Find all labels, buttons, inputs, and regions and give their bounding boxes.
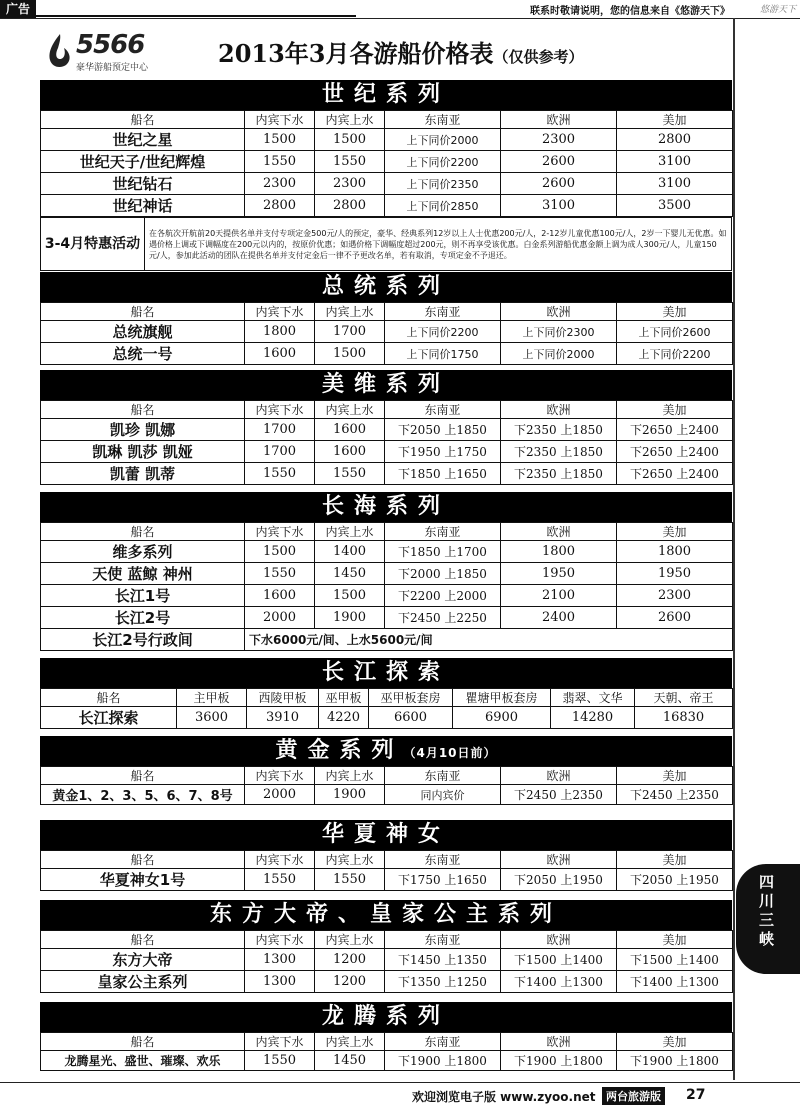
price-cell: 下2450 上2350 bbox=[617, 785, 733, 805]
price-cell: 下2050 上1850 bbox=[385, 419, 501, 441]
price-table bbox=[40, 688, 733, 729]
table-row bbox=[41, 585, 733, 607]
header-cell: 天朝、帝王 bbox=[635, 689, 733, 707]
price-cell: 下2000 上1850 bbox=[385, 563, 501, 585]
price-cell: 下2350 上1850 bbox=[501, 463, 617, 485]
header-cell: 内宾下水 bbox=[245, 1033, 315, 1051]
price-cell: 2300 bbox=[245, 173, 315, 195]
price-cell: 上下同价2200 bbox=[385, 321, 501, 343]
header-cell: 内宾上水 bbox=[315, 851, 385, 869]
price-cell: 2800 bbox=[315, 195, 385, 217]
header-cell: 东南亚 bbox=[385, 931, 501, 949]
section-title: 美维系列 bbox=[40, 370, 732, 400]
price-cell: 1600 bbox=[245, 343, 315, 365]
price-cell: 2300 bbox=[617, 585, 733, 607]
price-cell: 1900 bbox=[315, 785, 385, 805]
side-tab-label: 四川三峡 bbox=[757, 874, 775, 950]
header-cell: 翡翠、文华 bbox=[551, 689, 635, 707]
ship-name: 凯琳 凯莎 凯娅 bbox=[41, 441, 245, 463]
ship-name: 世纪之星 bbox=[41, 129, 245, 151]
header-cell: 美加 bbox=[617, 767, 733, 785]
header-cell: 东南亚 bbox=[385, 523, 501, 541]
table-header-row bbox=[41, 111, 733, 129]
price-cell: 下1400 上1300 bbox=[617, 971, 733, 993]
price-cell: 1600 bbox=[315, 441, 385, 463]
section-title-note: （4月10日前） bbox=[403, 746, 497, 760]
price-cell: 下2450 上2250 bbox=[385, 607, 501, 629]
logo-number: 5566 bbox=[76, 30, 145, 60]
ship-name: 长江2号 bbox=[41, 607, 245, 629]
table-row bbox=[41, 173, 733, 195]
ad-tag: 广告 bbox=[0, 0, 36, 18]
price-cell: 2300 bbox=[501, 129, 617, 151]
price-cell: 上下同价2600 bbox=[617, 321, 733, 343]
header-cell: 内宾下水 bbox=[245, 303, 315, 321]
footer-welcome: 欢迎浏览电子版 www.zyoo.net bbox=[412, 1090, 596, 1104]
price-cell: 2000 bbox=[245, 785, 315, 805]
table-header-row bbox=[41, 401, 733, 419]
price-cell: 2100 bbox=[501, 585, 617, 607]
header-cell: 巫甲板套房 bbox=[369, 689, 453, 707]
section-title: 世纪系列 bbox=[40, 80, 732, 110]
section-title: 华夏神女 bbox=[40, 820, 732, 850]
section-president bbox=[40, 272, 732, 365]
section-longteng bbox=[40, 1002, 732, 1071]
header-cell: 东南亚 bbox=[385, 401, 501, 419]
promo-label: 3-4月特惠活动 bbox=[41, 218, 145, 271]
page-title bbox=[218, 34, 584, 69]
header-cell: 船名 bbox=[41, 931, 245, 949]
table-row bbox=[41, 129, 733, 151]
section-changhai bbox=[40, 492, 732, 651]
header-cell: 内宾上水 bbox=[315, 767, 385, 785]
price-cell: 16830 bbox=[635, 707, 733, 729]
price-table bbox=[40, 766, 733, 805]
promo-table bbox=[40, 217, 732, 271]
price-cell: 1950 bbox=[617, 563, 733, 585]
header-cell: 美加 bbox=[617, 523, 733, 541]
price-cell: 2600 bbox=[501, 151, 617, 173]
price-cell: 3100 bbox=[617, 173, 733, 195]
table-row bbox=[41, 463, 733, 485]
price-cell: 14280 bbox=[551, 707, 635, 729]
header-cell: 船名 bbox=[41, 523, 245, 541]
header-cell: 东南亚 bbox=[385, 767, 501, 785]
table-row bbox=[41, 629, 733, 651]
price-table bbox=[40, 400, 733, 485]
page-footer bbox=[0, 1082, 800, 1107]
table-header-row bbox=[41, 851, 733, 869]
ship-name: 总统一号 bbox=[41, 343, 245, 365]
table-row bbox=[41, 949, 733, 971]
price-cell: 2600 bbox=[501, 173, 617, 195]
section-title-text: 黄金系列 bbox=[275, 738, 404, 763]
section-explore bbox=[40, 658, 732, 729]
price-table bbox=[40, 522, 733, 651]
header-cell: 巫甲板 bbox=[319, 689, 369, 707]
price-cell: 1700 bbox=[245, 419, 315, 441]
price-cell: 1450 bbox=[315, 1051, 385, 1071]
header-cell: 内宾下水 bbox=[245, 851, 315, 869]
table-header-row bbox=[41, 523, 733, 541]
promo-text: 在各航次开航前20天提供名单并支付专项定金500元/人的预定，豪华、经典系列12岁以上人士优惠200元/人，2-12岁儿童优惠100元/人，2岁一下婴儿无优惠。如遇价格上调或下调幅度在200元以内的，按原价优惠；如遇价格下调幅度超过200元，则不再享受该优惠。白金系列游船优惠金额上调为成人300元/人，儿童150元/人，参加此活动的团队在提供名单并支付定金后一律不予更改名单，若有取消，专项定金不予退还。 bbox=[145, 218, 732, 271]
top-bar bbox=[0, 0, 800, 19]
price-cell: 1500 bbox=[245, 541, 315, 563]
price-cell: 下1750 上1650 bbox=[385, 869, 501, 891]
price-cell: 3100 bbox=[617, 151, 733, 173]
page-header bbox=[40, 26, 732, 78]
price-cell: 2000 bbox=[245, 607, 315, 629]
header-cell: 船名 bbox=[41, 111, 245, 129]
price-cell: 下2050 上1950 bbox=[501, 869, 617, 891]
price-cell: 下1850 上1700 bbox=[385, 541, 501, 563]
price-cell: 2300 bbox=[315, 173, 385, 195]
section-century bbox=[40, 80, 732, 271]
price-cell: 1550 bbox=[245, 1051, 315, 1071]
ship-name: 维多系列 bbox=[41, 541, 245, 563]
price-cell: 1700 bbox=[245, 441, 315, 463]
price-table bbox=[40, 110, 733, 217]
price-cell: 下1450 上1350 bbox=[385, 949, 501, 971]
price-cell: 1900 bbox=[315, 607, 385, 629]
ship-name: 皇家公主系列 bbox=[41, 971, 245, 993]
section-title: 龙腾系列 bbox=[40, 1002, 732, 1032]
price-cell: 1200 bbox=[315, 949, 385, 971]
price-cell: 下1500 上1400 bbox=[617, 949, 733, 971]
price-cell: 上下同价2850 bbox=[385, 195, 501, 217]
price-cell: 2400 bbox=[501, 607, 617, 629]
price-cell: 1950 bbox=[501, 563, 617, 585]
price-cell: 1450 bbox=[315, 563, 385, 585]
table-row bbox=[41, 321, 733, 343]
price-cell: 下1500 上1400 bbox=[501, 949, 617, 971]
header-cell: 欧洲 bbox=[501, 1033, 617, 1051]
header-cell: 内宾上水 bbox=[315, 401, 385, 419]
header-cell: 欧洲 bbox=[501, 303, 617, 321]
section-huaxia bbox=[40, 820, 732, 891]
table-row bbox=[41, 343, 733, 365]
price-cell: 下2050 上1950 bbox=[617, 869, 733, 891]
price-cell: 3500 bbox=[617, 195, 733, 217]
section-title: 东方大帝、皇家公主系列 bbox=[40, 900, 732, 930]
table-header-row bbox=[41, 1033, 733, 1051]
title-note: （仅供参考） bbox=[493, 48, 584, 66]
header-cell: 欧洲 bbox=[501, 931, 617, 949]
header-cell: 欧洲 bbox=[501, 851, 617, 869]
header-cell: 主甲板 bbox=[177, 689, 247, 707]
price-cell: 上下同价2350 bbox=[385, 173, 501, 195]
price-cell: 6600 bbox=[369, 707, 453, 729]
header-cell: 瞿塘甲板套房 bbox=[453, 689, 551, 707]
price-cell: 上下同价1750 bbox=[385, 343, 501, 365]
section-gold bbox=[40, 736, 732, 805]
price-cell: 3910 bbox=[247, 707, 319, 729]
table-row bbox=[41, 607, 733, 629]
table-row bbox=[41, 707, 733, 729]
section-oriental bbox=[40, 900, 732, 993]
ship-name: 东方大帝 bbox=[41, 949, 245, 971]
page-number: 27 bbox=[686, 1087, 706, 1103]
price-cell: 下1350 上1250 bbox=[385, 971, 501, 993]
ship-name: 长江探索 bbox=[41, 707, 177, 729]
header-cell: 内宾下水 bbox=[245, 767, 315, 785]
price-cell: 1800 bbox=[617, 541, 733, 563]
header-cell: 东南亚 bbox=[385, 111, 501, 129]
contact-notice: 联系时敬请说明，您的信息来自《悠游天下》 bbox=[530, 6, 730, 17]
table-header-row bbox=[41, 303, 733, 321]
price-cell: 1500 bbox=[315, 343, 385, 365]
table-row bbox=[41, 869, 733, 891]
logo-subtitle: 豪华游船预定中心 bbox=[76, 63, 149, 73]
header-cell: 内宾上水 bbox=[315, 931, 385, 949]
price-cell: 下2650 上2400 bbox=[617, 441, 733, 463]
price-cell: 1600 bbox=[245, 585, 315, 607]
ship-name: 世纪钻石 bbox=[41, 173, 245, 195]
header-cell: 美加 bbox=[617, 931, 733, 949]
table-header-row bbox=[41, 931, 733, 949]
header-cell: 美加 bbox=[617, 401, 733, 419]
ship-name: 凯蕾 凯蒂 bbox=[41, 463, 245, 485]
price-cell: 下1900 上1800 bbox=[617, 1051, 733, 1071]
price-cell: 1500 bbox=[315, 129, 385, 151]
ship-name: 龙腾星光、盛世、璀璨、欢乐 bbox=[41, 1051, 245, 1071]
ship-name: 总统旗舰 bbox=[41, 321, 245, 343]
title-text: 2013年3月各游船价格表 bbox=[218, 39, 494, 68]
header-cell: 欧洲 bbox=[501, 401, 617, 419]
price-table bbox=[40, 302, 733, 365]
header-cell: 船名 bbox=[41, 1033, 245, 1051]
price-cell: 2800 bbox=[245, 195, 315, 217]
ship-name: 黄金1、2、3、5、6、7、8号 bbox=[41, 785, 245, 805]
header-cell: 内宾上水 bbox=[315, 303, 385, 321]
header-cell: 西陵甲板 bbox=[247, 689, 319, 707]
price-cell: 下2200 上2000 bbox=[385, 585, 501, 607]
page-divider bbox=[733, 18, 735, 1080]
section-side-tab bbox=[736, 864, 800, 974]
brand-logo bbox=[46, 30, 196, 74]
price-cell: 1550 bbox=[315, 463, 385, 485]
price-cell: 下1850 上1650 bbox=[385, 463, 501, 485]
table-row bbox=[41, 441, 733, 463]
header-cell: 欧洲 bbox=[501, 523, 617, 541]
price-cell: 4220 bbox=[319, 707, 369, 729]
price-cell: 2800 bbox=[617, 129, 733, 151]
price-cell: 1550 bbox=[315, 151, 385, 173]
header-cell: 美加 bbox=[617, 851, 733, 869]
ship-name: 世纪天子/世纪辉煌 bbox=[41, 151, 245, 173]
price-cell: 1800 bbox=[245, 321, 315, 343]
header-cell: 船名 bbox=[41, 767, 245, 785]
header-cell: 船名 bbox=[41, 851, 245, 869]
publication-logo: 悠游天下 bbox=[759, 5, 796, 15]
price-cell: 1550 bbox=[245, 463, 315, 485]
price-cell: 1550 bbox=[315, 869, 385, 891]
price-cell: 1500 bbox=[315, 585, 385, 607]
price-cell: 1800 bbox=[501, 541, 617, 563]
price-cell: 6900 bbox=[453, 707, 551, 729]
price-cell: 1600 bbox=[315, 419, 385, 441]
header-cell: 东南亚 bbox=[385, 851, 501, 869]
ship-name: 天使 蓝鲸 神州 bbox=[41, 563, 245, 585]
price-cell: 下2350 上1850 bbox=[501, 419, 617, 441]
table-row bbox=[41, 195, 733, 217]
table-row bbox=[41, 419, 733, 441]
price-cell: 上下同价2300 bbox=[501, 321, 617, 343]
header-cell: 东南亚 bbox=[385, 1033, 501, 1051]
table-row bbox=[41, 971, 733, 993]
price-cell: 2600 bbox=[617, 607, 733, 629]
header-cell: 内宾下水 bbox=[245, 523, 315, 541]
price-cell: 上下同价2200 bbox=[385, 151, 501, 173]
price-table bbox=[40, 1032, 733, 1071]
section-title: 长海系列 bbox=[40, 492, 732, 522]
price-cell: 1200 bbox=[315, 971, 385, 993]
header-cell: 船名 bbox=[41, 689, 177, 707]
header-cell: 内宾上水 bbox=[315, 1033, 385, 1051]
price-cell: 下1400 上1300 bbox=[501, 971, 617, 993]
header-cell: 船名 bbox=[41, 303, 245, 321]
header-cell: 东南亚 bbox=[385, 303, 501, 321]
promo-row bbox=[41, 218, 732, 271]
ship-name: 长江1号 bbox=[41, 585, 245, 607]
header-cell: 船名 bbox=[41, 401, 245, 419]
price-cell: 1300 bbox=[245, 971, 315, 993]
price-cell: 上下同价2000 bbox=[385, 129, 501, 151]
section-victoria bbox=[40, 370, 732, 485]
price-cell: 1700 bbox=[315, 321, 385, 343]
price-cell: 上下同价2200 bbox=[617, 343, 733, 365]
exec-room-price: 下水6000元/间、上水5600元/间 bbox=[245, 629, 733, 651]
price-cell: 下1900 上1800 bbox=[385, 1051, 501, 1071]
footer-badge: 两台旅游版 bbox=[602, 1087, 665, 1105]
header-cell: 内宾上水 bbox=[315, 111, 385, 129]
header-cell: 内宾下水 bbox=[245, 401, 315, 419]
price-cell: 下1950 上1750 bbox=[385, 441, 501, 463]
table-row bbox=[41, 541, 733, 563]
table-row bbox=[41, 563, 733, 585]
table-row bbox=[41, 151, 733, 173]
section-title: 长江探索 bbox=[40, 658, 732, 688]
header-cell: 美加 bbox=[617, 111, 733, 129]
price-cell: 1550 bbox=[245, 563, 315, 585]
table-header-row bbox=[41, 767, 733, 785]
flame-icon bbox=[46, 32, 74, 70]
section-title bbox=[40, 736, 732, 766]
header-cell: 美加 bbox=[617, 1033, 733, 1051]
ship-name: 世纪神话 bbox=[41, 195, 245, 217]
ship-name: 华夏神女1号 bbox=[41, 869, 245, 891]
price-cell: 下1900 上1800 bbox=[501, 1051, 617, 1071]
header-cell: 内宾下水 bbox=[245, 931, 315, 949]
price-cell: 1500 bbox=[245, 129, 315, 151]
table-row bbox=[41, 785, 733, 805]
ship-name: 凯珍 凯娜 bbox=[41, 419, 245, 441]
header-cell: 内宾上水 bbox=[315, 523, 385, 541]
header-cell: 内宾下水 bbox=[245, 111, 315, 129]
price-cell: 下2650 上2400 bbox=[617, 419, 733, 441]
price-cell: 1400 bbox=[315, 541, 385, 563]
price-cell: 上下同价2000 bbox=[501, 343, 617, 365]
price-table bbox=[40, 930, 733, 993]
top-rule bbox=[36, 15, 356, 17]
price-cell: 下2350 上1850 bbox=[501, 441, 617, 463]
table-row bbox=[41, 1051, 733, 1071]
price-table bbox=[40, 850, 733, 891]
header-cell: 欧洲 bbox=[501, 767, 617, 785]
section-title: 总统系列 bbox=[40, 272, 732, 302]
table-header-row bbox=[41, 689, 733, 707]
price-cell: 1300 bbox=[245, 949, 315, 971]
header-cell: 美加 bbox=[617, 303, 733, 321]
price-cell: 1550 bbox=[245, 869, 315, 891]
price-cell: 3600 bbox=[177, 707, 247, 729]
header-cell: 欧洲 bbox=[501, 111, 617, 129]
price-cell: 同内宾价 bbox=[385, 785, 501, 805]
price-cell: 1550 bbox=[245, 151, 315, 173]
price-cell: 下2650 上2400 bbox=[617, 463, 733, 485]
price-cell: 下2450 上2350 bbox=[501, 785, 617, 805]
ship-name: 长江2号行政间 bbox=[41, 629, 245, 651]
price-cell: 3100 bbox=[501, 195, 617, 217]
